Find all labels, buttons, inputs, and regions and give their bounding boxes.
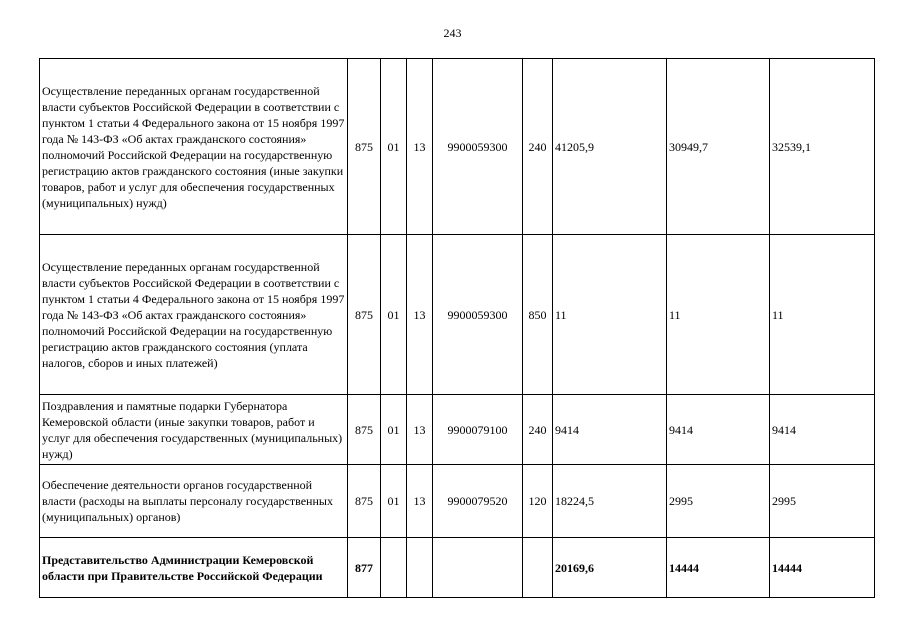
subsection-code-cell: 13 xyxy=(407,395,433,465)
expense-type-cell: 120 xyxy=(523,465,553,538)
row-name-cell: Поздравления и памятные подарки Губернатора Кемеровской области (иные закупки товаров, работ и услуг для обеспечения государственных (муниципальных) нужд) xyxy=(40,395,348,465)
section-code-cell: 01 xyxy=(381,395,407,465)
subsection-code-cell: 13 xyxy=(407,235,433,395)
subsection-code-cell: 13 xyxy=(407,465,433,538)
amount-2-cell: 2995 xyxy=(667,465,770,538)
ministry-code-cell: 875 xyxy=(348,465,381,538)
table-row xyxy=(40,395,875,465)
page-number: 243 xyxy=(443,26,462,40)
target-code-cell: 9900059300 xyxy=(433,59,523,235)
expense-type-cell: 850 xyxy=(523,235,553,395)
table-row xyxy=(40,59,875,235)
amount-1-cell: 9414 xyxy=(553,395,667,465)
row-name-cell: Представительство Администрации Кемеровской области при Правительстве Российской Федерации xyxy=(40,538,348,598)
expense-type-cell: 240 xyxy=(523,395,553,465)
table-row xyxy=(40,538,875,598)
section-code-cell xyxy=(381,538,407,598)
table-row xyxy=(40,465,875,538)
amount-2-cell: 14444 xyxy=(667,538,770,598)
amount-2-cell: 11 xyxy=(667,235,770,395)
amount-1-cell: 18224,5 xyxy=(553,465,667,538)
amount-2-cell: 9414 xyxy=(667,395,770,465)
section-code-cell: 01 xyxy=(381,465,407,538)
row-name-cell: Обеспечение деятельности органов государственной власти (расходы на выплаты персоналу государственных (муниципальных) органов) xyxy=(40,465,348,538)
target-code-cell: 9900079520 xyxy=(433,465,523,538)
amount-3-cell: 9414 xyxy=(770,395,875,465)
ministry-code-cell: 875 xyxy=(348,59,381,235)
table-row xyxy=(40,235,875,395)
amount-2-cell: 30949,7 xyxy=(667,59,770,235)
target-code-cell xyxy=(433,538,523,598)
expense-type-cell: 240 xyxy=(523,59,553,235)
amount-3-cell: 2995 xyxy=(770,465,875,538)
subsection-code-cell: 13 xyxy=(407,59,433,235)
amount-1-cell: 11 xyxy=(553,235,667,395)
ministry-code-cell: 877 xyxy=(348,538,381,598)
amount-3-cell: 32539,1 xyxy=(770,59,875,235)
target-code-cell: 9900079100 xyxy=(433,395,523,465)
row-name-cell: Осуществление переданных органам государственной власти субъектов Российской Федерации в соответствии с пунктом 1 статьи 4 Федерального закона от 15 ноября 1997 года № 143-ФЗ «Об актах гражданского состояния» полномочий Российской Федерации на государственную регистрацию актов гражданского состояния (уплата налогов, сборов и иных платежей) xyxy=(40,235,348,395)
ministry-code-cell: 875 xyxy=(348,235,381,395)
expense-type-cell xyxy=(523,538,553,598)
subsection-code-cell xyxy=(407,538,433,598)
ministry-code-cell: 875 xyxy=(348,395,381,465)
amount-1-cell: 20169,6 xyxy=(553,538,667,598)
target-code-cell: 9900059300 xyxy=(433,235,523,395)
budget-table xyxy=(39,58,875,598)
row-name-cell: Осуществление переданных органам государственной власти субъектов Российской Федерации в соответствии с пунктом 1 статьи 4 Федерального закона от 15 ноября 1997 года № 143-ФЗ «Об актах гражданского состояния» полномочий Российской Федерации на государственную регистрацию актов гражданского состояния (иные закупки товаров, работ и услуг для обеспечения государственных (муниципальных) нужд) xyxy=(40,59,348,235)
amount-1-cell: 41205,9 xyxy=(553,59,667,235)
section-code-cell: 01 xyxy=(381,235,407,395)
amount-3-cell: 14444 xyxy=(770,538,875,598)
amount-3-cell: 11 xyxy=(770,235,875,395)
section-code-cell: 01 xyxy=(381,59,407,235)
